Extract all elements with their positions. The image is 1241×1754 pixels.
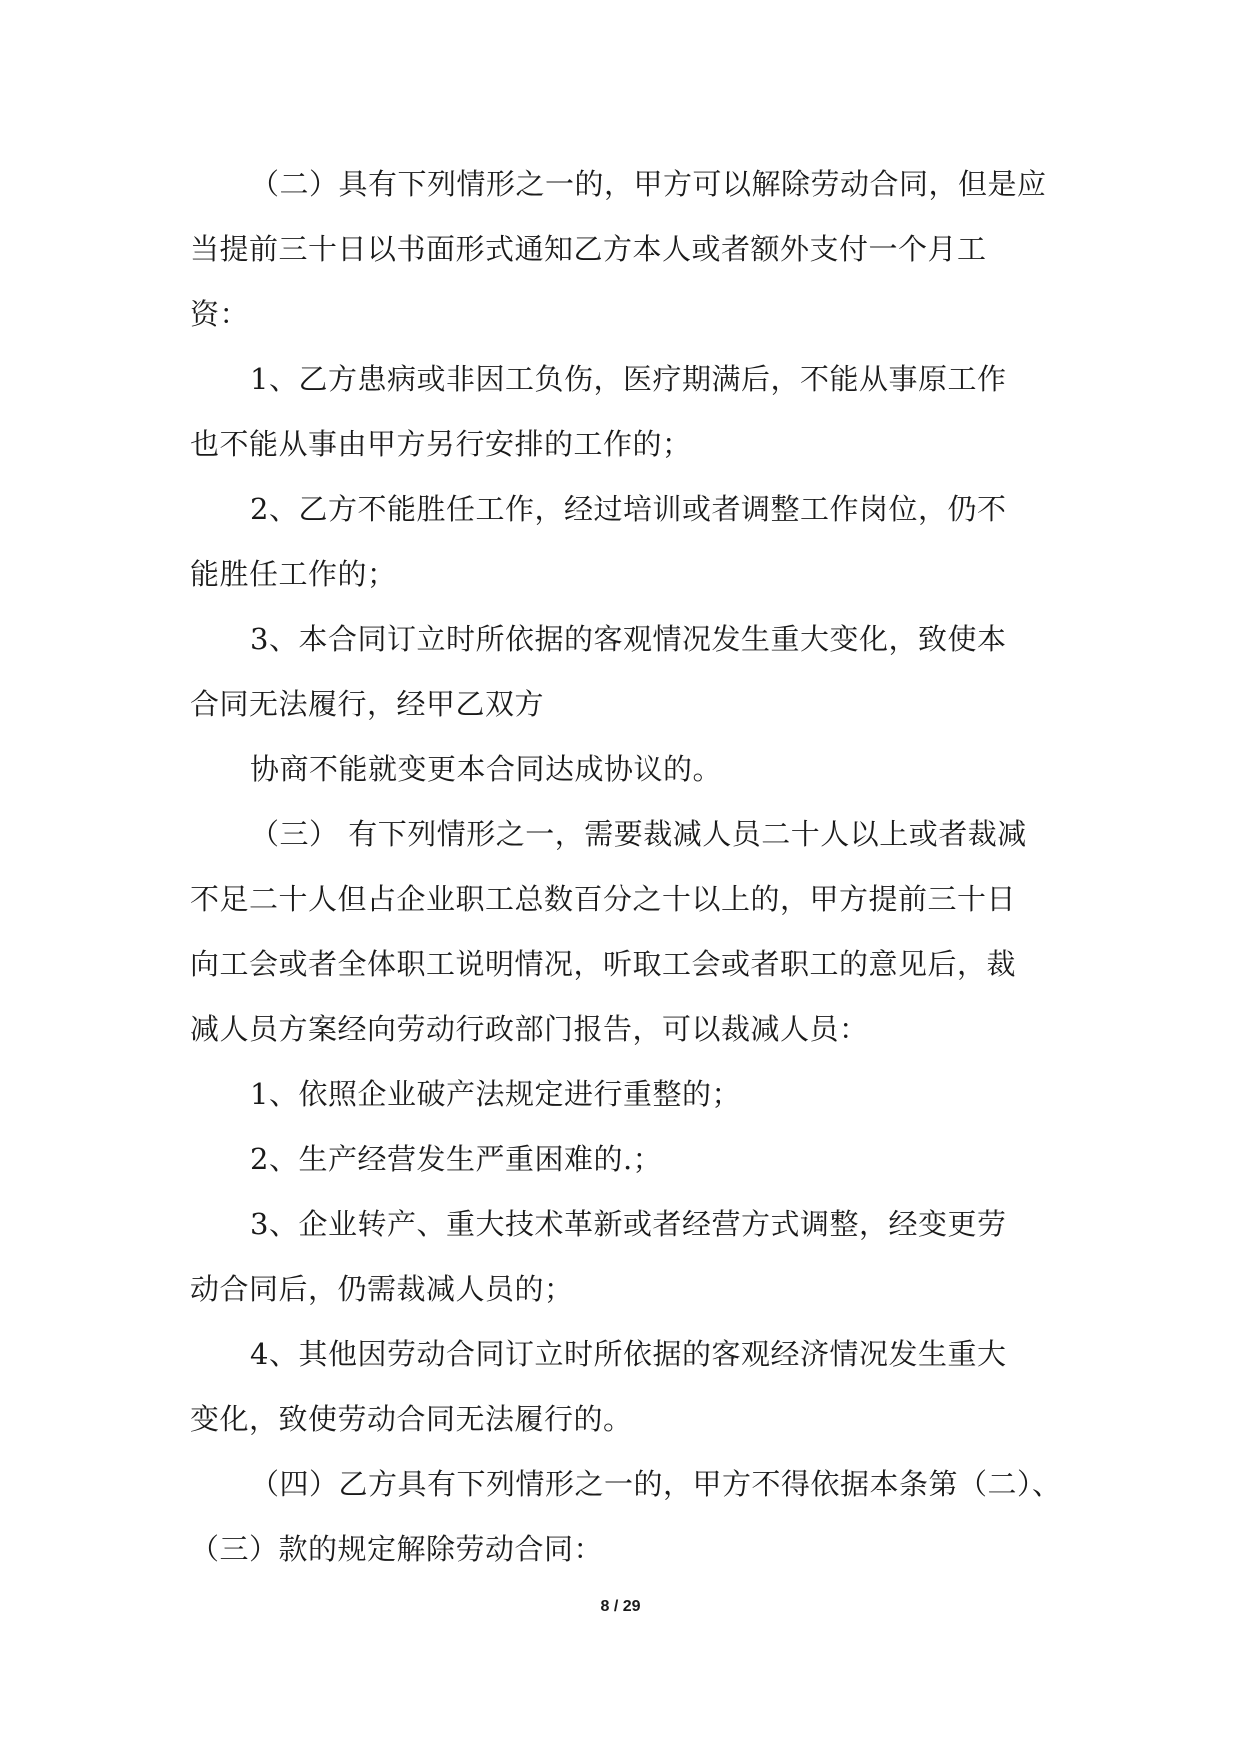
- paragraph-line: （四）乙方具有下列情形之一的，甲方不得依据本条第（二）、: [250, 1467, 1062, 1501]
- paragraph-line: 3、本合同订立时所依据的客观情况发生重大变化，致使本: [250, 622, 1007, 656]
- document-body: [190, 152, 1062, 1582]
- paragraph-line: （三） 有下列情形之一，需要裁减人员二十人以上或者裁减: [250, 817, 1027, 851]
- paragraph-line: 1、乙方患病或非因工负伤，医疗期满后，不能从事原工作: [250, 362, 1007, 396]
- paragraph-line: 不足二十人但占企业职工总数百分之十以上的，甲方提前三十日: [190, 882, 1017, 916]
- paragraph-line: 向工会或者全体职工说明情况，听取工会或者职工的意见后，裁: [190, 947, 1017, 981]
- paragraph-line: 2、生产经营发生严重困难的.；: [250, 1142, 663, 1176]
- paragraph-line: 当提前三十日以书面形式通知乙方本人或者额外支付一个月工: [190, 232, 987, 266]
- paragraph-line: 变化，致使劳动合同无法履行的。: [190, 1402, 633, 1436]
- paragraph-line: 资：: [190, 297, 250, 331]
- paragraph-line: 2、乙方不能胜任工作，经过培训或者调整工作岗位，仍不: [250, 492, 1007, 526]
- paragraph-line: 合同无法履行，经甲乙双方: [190, 687, 545, 721]
- paragraph-line: 也不能从事由甲方另行安排的工作的；: [190, 427, 692, 461]
- paragraph-line: （三）款的规定解除劳动合同：: [190, 1532, 604, 1566]
- paragraph-line: 能胜任工作的；: [190, 557, 397, 591]
- paragraph-line: 减人员方案经向劳动行政部门报告，可以裁减人员：: [190, 1012, 869, 1046]
- paragraph-line: （二）具有下列情形之一的，甲方可以解除劳动合同，但是应: [250, 167, 1047, 201]
- paragraph-line: 1、依照企业破产法规定进行重整的；: [250, 1077, 741, 1111]
- paragraph-line: 动合同后，仍需裁减人员的；: [190, 1272, 574, 1306]
- paragraph-line: 协商不能就变更本合同达成协议的。: [250, 752, 723, 786]
- paragraph-line: 4、其他因劳动合同订立时所依据的客观经济情况发生重大: [250, 1337, 1007, 1371]
- paragraph-line: 3、企业转产、重大技术革新或者经营方式调整，经变更劳: [250, 1207, 1007, 1241]
- page-number: 8 / 29: [600, 1598, 641, 1615]
